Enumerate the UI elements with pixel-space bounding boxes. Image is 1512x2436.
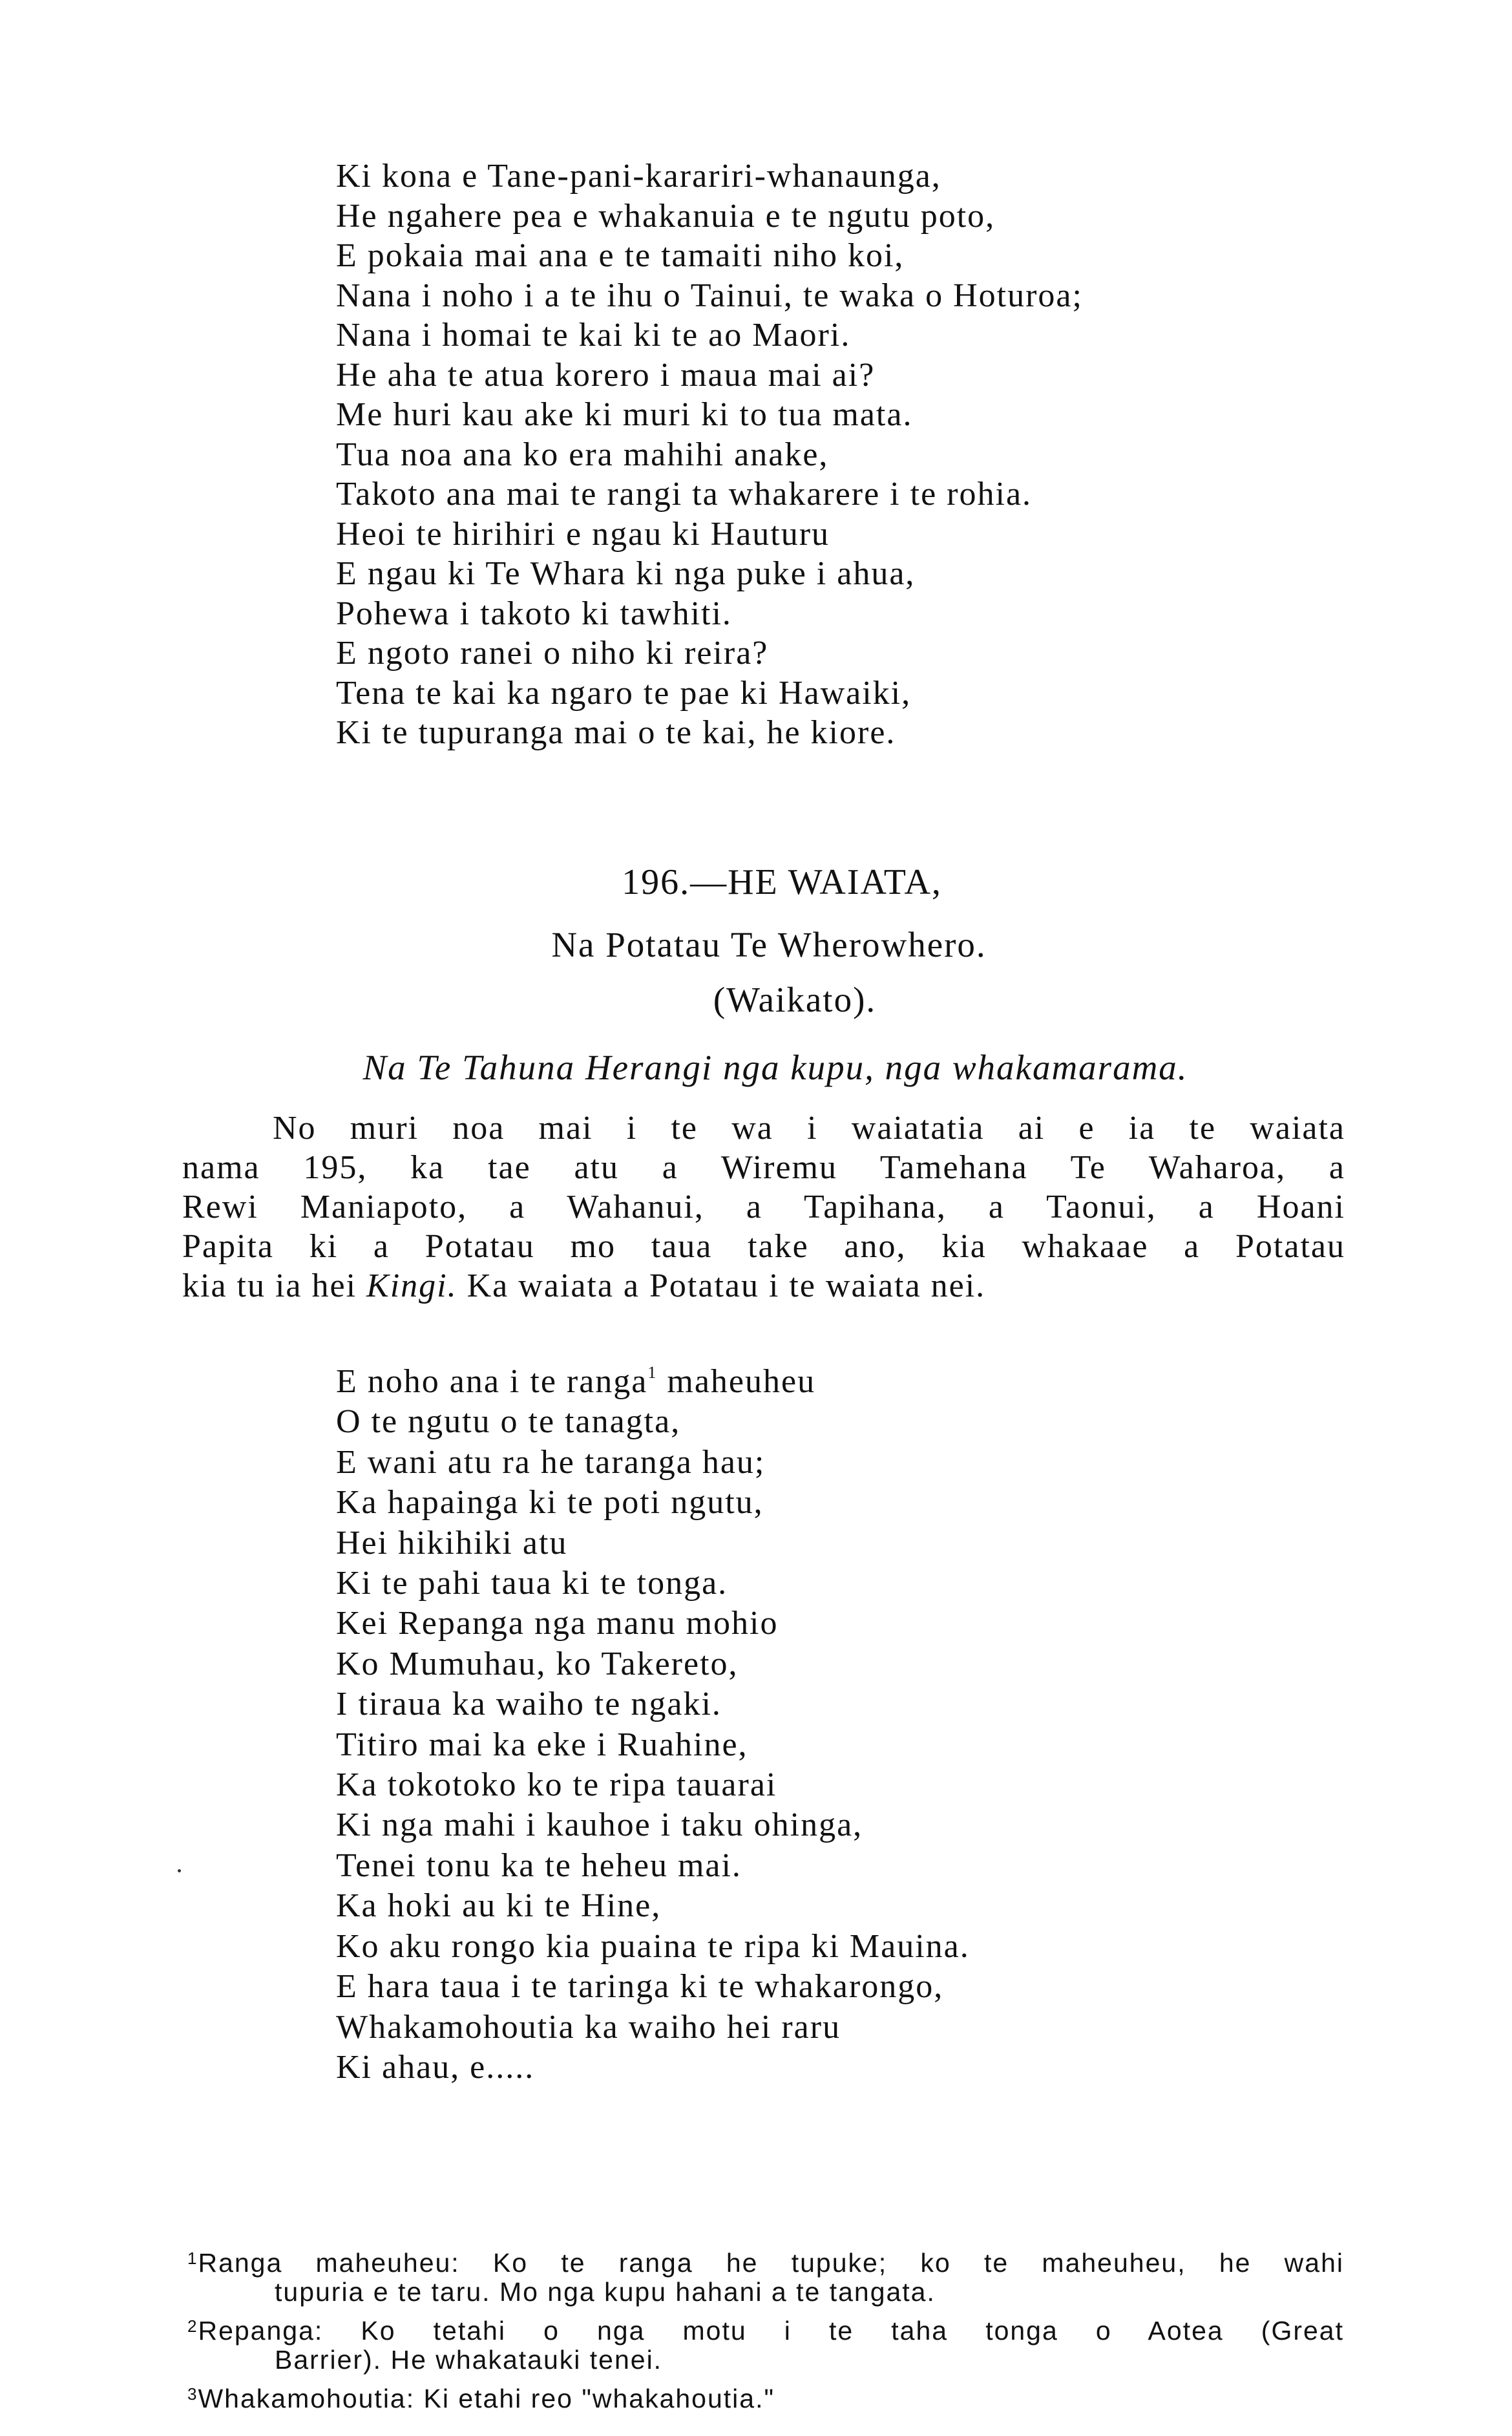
verse-line: E pokaia mai ana e te tamaiti niho koi, — [336, 237, 905, 274]
verse-line: Ko aku rongo kia puaina te ripa ki Mauina. — [336, 1927, 970, 1965]
verse-line: Heoi te hirihiri e ngau ki Hauturu — [336, 515, 830, 553]
verse-line: Hei hikihiki atu — [336, 1524, 568, 1562]
verse-line: Ki te tupuranga mai o te kai, he kiore. — [336, 714, 896, 751]
song-verse — [336, 1353, 970, 2088]
verse-line: Kei Repanga nga manu mohio — [336, 1605, 779, 1642]
verse-line: Nana i homai te kai ki te ao Maori. — [336, 317, 851, 354]
footnote-number: 2 — [187, 2316, 198, 2336]
verse-line: O te ngutu o te tanagta, — [336, 1403, 681, 1441]
song-composer: Na Potatau Te Wherowhero. — [551, 925, 987, 964]
verse-line: Titiro mai ka eke i Ruahine, — [336, 1726, 748, 1763]
verse-line: E ngau ki Te Whara ki nga puke i ahua, — [336, 555, 916, 592]
intro-line: No muri noa mai i te wa i waiatatia ai e ia te waiata — [273, 1110, 1345, 1147]
footnote — [187, 2312, 1344, 2375]
verse-line: E ngoto ranei o niho ki reira? — [336, 635, 769, 672]
song-number-title: 196.—HE WAIATA, — [622, 862, 942, 902]
intro-line: nama 195, ka tae atu a Wiremu Tamehana Te Waharoa, a — [182, 1149, 1345, 1186]
footnote-marker: 1 — [647, 1363, 658, 1382]
verse-line: Ka hoki au ki te Hine, — [336, 1887, 662, 1925]
intro-line: Rewi Maniapoto, a Wahanui, a Tapihana, a Taonui, a Hoani — [182, 1189, 1345, 1225]
verse-line: Ka hapainga ki te poti ngutu, — [336, 1484, 764, 1521]
verse-line: E hara taua i te taringa ki te whakarongo, — [336, 1968, 944, 2006]
song-region: (Waikato). — [713, 980, 877, 1019]
footnote-line: Barrier). He whakatauki tenei. — [275, 2345, 663, 2375]
footnote — [187, 2380, 1344, 2413]
verse-line: E wani atu ra he taranga hau; — [336, 1443, 766, 1481]
verse-line: Ki te pahi taua ki te tonga. — [336, 1565, 728, 1602]
verse-line: Ko Mumuhau, ko Takereto, — [336, 1645, 739, 1682]
verse-line: I tiraua ka waiho te ngaki. — [336, 1686, 722, 1723]
intro-paragraph — [182, 1108, 1345, 1306]
verse-line: Ki kona e Tane-pani-karariri-whanaunga, — [336, 158, 941, 195]
intro-line-last — [182, 1266, 1345, 1306]
intro-text: kia tu ia hei — [182, 1267, 367, 1304]
footnote-number: 3 — [187, 2384, 198, 2404]
verse-line: Nana i noho i a te ihu o Tainui, te waka o Hoturoa; — [336, 277, 1083, 314]
intro-emphasis: Kingi. — [366, 1267, 457, 1304]
verse-line: Me huri kau ake ki muri ki to tua mata. — [336, 396, 913, 433]
footnote-number: 1 — [187, 2249, 198, 2268]
footnote-text: Whakamohoutia: Ki etahi reo "whakahoutia." — [198, 2384, 775, 2413]
verse-line: Ka tokotoko ko te ripa tauarai — [336, 1766, 777, 1804]
verse-line: Tenei tonu ka te heheu mai. — [336, 1847, 742, 1884]
song-credit: Na Te Tahuna Herangi nga kupu, nga whakamarama. — [362, 1048, 1188, 1087]
verse-line: Whakamohoutia ka waiho hei raru — [336, 2008, 841, 2046]
footnote-line — [187, 2244, 1344, 2278]
footnotes — [187, 2244, 1344, 2419]
footnote-line — [187, 2312, 1344, 2346]
footnote-text: Ranga maheuheu: Ko te ranga he tupuke; ko te maheuheu, he wahi — [198, 2248, 1344, 2278]
verse-line — [336, 1353, 970, 1402]
verse-text: E noho ana i te ranga — [336, 1363, 648, 1400]
intro-text: Ka waiata a Potatau i te waiata nei. — [457, 1267, 986, 1304]
verse-text: maheuheu — [657, 1363, 816, 1400]
print-speck — [178, 1869, 181, 1872]
verse-line: Pohewa i takoto ki tawhiti. — [336, 595, 732, 632]
verse-line: He aha te atua korero i maua mai ai? — [336, 356, 876, 394]
footnote-text: Repanga: Ko tetahi o nga motu i te taha tonga o Aotea (Great — [198, 2316, 1344, 2346]
footnote — [187, 2244, 1344, 2307]
verse-line: He ngahere pea e whakanuia e te ngutu poto, — [336, 197, 996, 235]
verse-line: Takoto ana mai te rangi ta whakarere i te rohia. — [336, 476, 1033, 513]
verse-line: Tena te kai ka ngaro te pae ki Hawaiki, — [336, 674, 912, 712]
verse-line: Ki ahau, e..... — [336, 2048, 535, 2086]
verse-continuation — [336, 156, 1083, 753]
verse-line: Tua noa ana ko era mahihi anake, — [336, 436, 829, 473]
footnote-line: tupuria e te taru. Mo nga kupu hahani a te tangata. — [275, 2277, 936, 2307]
intro-line: Papita ki a Potatau mo taua take ano, kia whakaae a Potatau — [182, 1228, 1345, 1265]
footnote-line — [187, 2380, 1344, 2413]
verse-line: Ki nga mahi i kauhoe i taku ohinga, — [336, 1806, 863, 1844]
